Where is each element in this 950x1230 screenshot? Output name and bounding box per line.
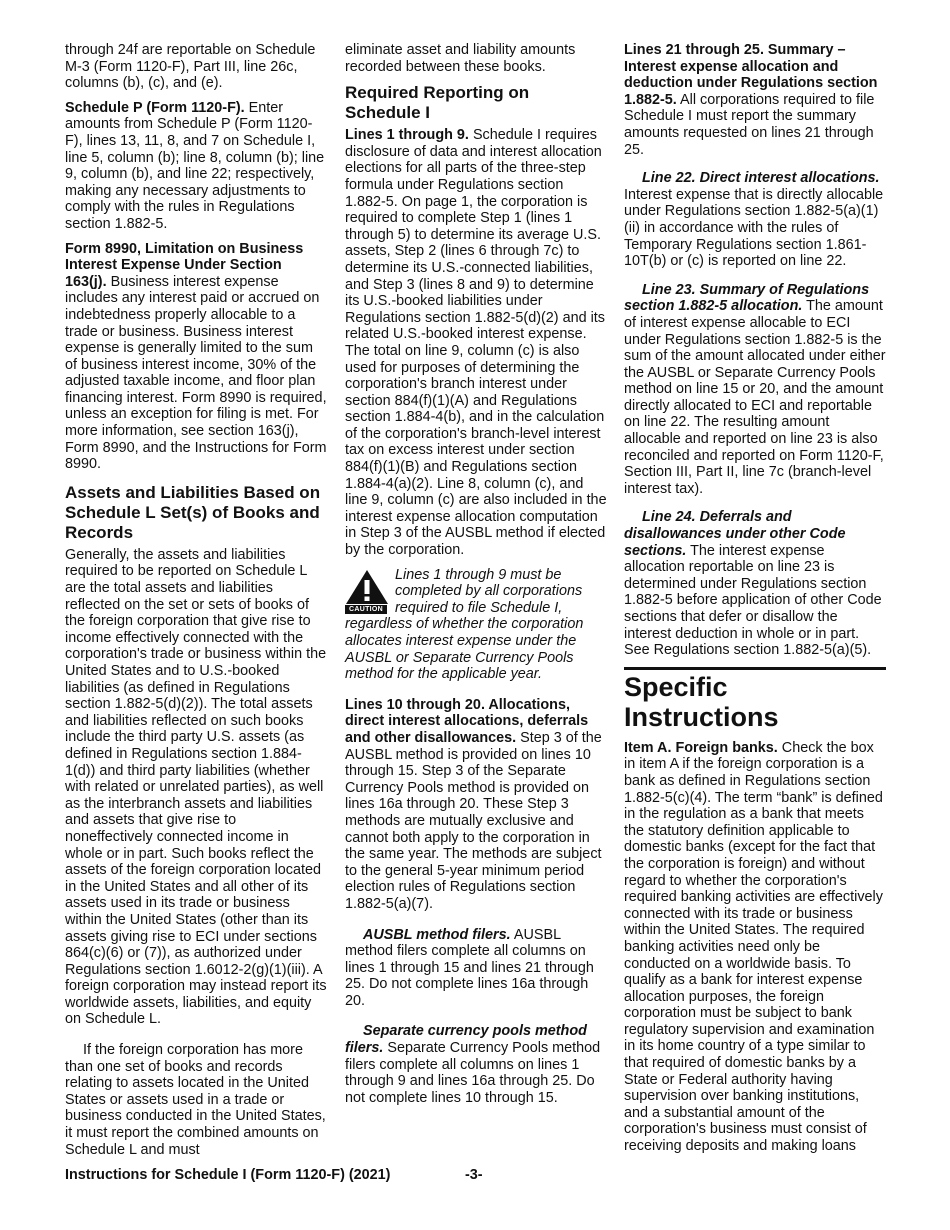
run-in-heading: Schedule P (Form 1120-F). [65,99,245,116]
paragraph [65,100,327,233]
column-left [65,42,327,1166]
run-in-heading: AUSBL method filers. [363,926,511,943]
paragraph [624,170,886,270]
caution-note [345,567,607,683]
run-in-heading: Line 24. Deferrals and disallowances under other Code sections. [624,509,846,559]
paragraph [65,241,327,473]
caution-text: Lines 1 through 9 must be completed by all corporations required to file Schedule I, regardless of whether the corporation allocates interest expense under the AUSBL or Separate Currency Pools method for the applicable year. [345,566,584,683]
section-heading: Required Reporting on Schedule I [345,83,530,123]
paragraph-text: AUSBL method filers complete all columns on lines 1 through 15 and lines 21 through 25. Do not complete lines 16a through 20. [345,926,594,1009]
major-heading: Specific Instructions [624,667,886,732]
paragraph-text: Interest expense that is directly allocable under Regulations section 1.882-5(a)(1)(ii) in accordance with the rules of Temporary Regulations section 1.861-10T(b) or (c) is reported on line 22. [624,186,884,270]
paragraph [624,509,886,658]
paragraph: through 24f are reportable on Schedule M-3 (Form 1120-F), Part III, line 26c, columns (b), (c), and (e). [65,42,316,92]
section-heading: Assets and Liabilities Based on Schedule L Set(s) of Books and Records [65,482,321,542]
footer-title: Instructions for Schedule I (Form 1120-F) (2021) [65,1167,391,1183]
warning-triangle-icon [345,569,389,605]
caution-icon [345,569,389,615]
paragraph-text: Enter amounts from Schedule P (Form 1120-F), lines 13, 11, 8, and 7 on Schedule I, line 5, column (b); line 8, column (b); line 9, column (b), and line 22; respectively, making any necessary adjustments to comply with the rules in Regulations section 1.882-5. [65,99,325,232]
paragraph [624,740,886,1155]
column-middle [345,42,607,1114]
paragraph [345,697,607,913]
paragraph: eliminate asset and liability amounts recorded between these books. [345,42,576,75]
caution-label: CAUTION [345,605,387,614]
run-in-heading: Line 23. Summary of Regulations section 1.882-5 allocation. [624,281,870,315]
run-in-heading: Form 8990, Limitation on Business Interest Expense Under Section 163(j). [65,240,304,290]
run-in-heading: Lines 1 through 9. [345,127,469,144]
paragraph-text: Step 3 of the AUSBL method is provided on lines 10 through 15. Step 3 of the Separate Currency Pools method is provided on lines 16a through 20. These Step 3 methods are mutually exclusive and cannot both apply to the corporation in the same year. The methods are subject to the general 5-year minimum period election rules of Regulations section 1.882-5(a)(7). [345,729,602,912]
run-in-heading: Lines 10 through 20. Allocations, direct interest allocations, deferrals and other disallowances. [345,696,589,746]
paragraph [345,927,607,1010]
paragraph-text: Business interest expense includes any interest paid or accrued on indebtedness properly allocable to a trade or business. Business interest expense is generally limited to the sum of business interest income, 30% of the adjusted taxable income, and floor plan financing interest. Form 8990 is required, unless an exception for filing is met. For more information, see section 163(j), Form 8990, and the Instructions for Form 8990. [65,273,327,473]
paragraph: Generally, the assets and liabilities required to be reported on Schedule L are the total assets and liabilities reflected on the set or sets of books of the foreign corporation that give rise to income effectively connected with the corporation's trade or business within the United States and to U.S.-booked liabilities (as defined in Regulations section 1.882-5(d)(2)). The total assets and liabilities reflected on such books include the third party U.S. assets (as defined in Regulations section 1.884-1(d)) and third party liabilities (whether with related or unrelated parties), as well as the interbranch assets and liabilities and assets that give rise to noneffectively connected income in whole or in part. Such books reflect the assets of the foreign corporation located in the United States and all other of its assets used in its trade or business within the United States (other than its assets giving rise to ECI under sections 864(c)(6) or (7)), as authorized under Regulations section 1.6012-2(g)(1)(iii). A foreign corporation may instead report its worldwide assets, liabilities, and equity on Schedule L. [65,546,327,1028]
paragraph-text: Separate Currency Pools method filers complete all columns on lines 1 through 9 and lines 16a through 25. Do not complete lines 10 through 15. [345,1040,601,1106]
run-in-heading: Item A. Foreign banks. [624,739,778,756]
column-right [624,42,886,1163]
paragraph [624,42,886,158]
run-in-heading: Lines 21 through 25. Summary – Interest expense allocation and deduction under Regulations section 1.882-5. [624,42,878,108]
paragraph [345,1023,607,1106]
run-in-heading: Separate currency pools method filers. [345,1023,587,1057]
paragraph-text: The interest expense allocation reportable on line 23 is determined under Regulations section 1.882-5 before application of other Code sections that defer or disallow the interest deduction in whole or in part. See Regulations section 1.882-5(a)(5). [624,542,882,659]
paragraph-text: Schedule I requires disclosure of data and interest allocation elections for all parts of the three-step formula under Regulations section 1.882-5. On page 1, the corporation is required to complete Step 1 (lines 1 through 5) to determine its average U.S. assets, Step 2 (lines 6 through 7c) to determine its U.S.-connected liabilities, and Step 3 (lines 8 and 9) to determine its U.S.-booked liabilities under Regulations section 1.882-5(d)(2) and its related U.S.-booked interest expense. The total on line 9, column (c) is also used for purposes of determining the corporation's branch interest under section 884(f)(1)(A) and Regulations section 1.884-4(b), and in the calculation of the corporation's branch-level interest tax on excess interest under section 884(f)(1)(B) and Regulations section 1.884-4(a)(2). Line 8, column (c), and line 9, column (c) are also included in the interest expense allocation computation in Step 3 of the AUSBL method if elected by the corporation. [345,127,607,559]
paragraph-text: All corporations required to file Schedule I must report the summary amounts requested on lines 21 through 25. [624,91,875,158]
paragraph [345,127,607,558]
paragraph-text: Check the box in item A if the foreign corporation is a bank as defined in Regulations section 1.882-5(c)(4). The term “bank” is defined in the regulation as a bank that meets the statutory definition applicable to domestic banks (except for the fact that the corporation is foreign) and without regard to whether the corporation's required banking activities are effectively connected with its trade or business within the United States. The required banking activities need only be conducted on a worldwide basis. To qualify as a bank for interest expense allocation purposes, the foreign corporation must be subject to bank regulatory supervision and examination in its home country of a type similar to that required of domestic banks by a State or Federal authority having supervision over banking institutions, and a substantial amount of the corporation's business must consist of receiving deposits and making loans [624,739,883,1155]
page-number: -3- [465,1167,483,1183]
paragraph-text: The amount of interest expense allocable to ECI under Regulations section 1.882-5 is the sum of the amount allocated under either the AUSBL or Separate Currency Pools method on line 15 or 20, and the amount directly allocated to ECI and reportable on line 22. The resulting amount allocable and reported on line 23 is also reconciled and reported on Form 1120-F, Section III, Part II, line 7c (branch-level interest tax). [624,298,886,497]
paragraph [624,282,886,498]
paragraph: If the foreign corporation has more than one set of books and records relating to assets located in the United States or assets used in a trade or business conducted in the United States, it must report the combined amounts on Schedule L and must [65,1042,326,1158]
run-in-heading: Line 22. Direct interest allocations. [642,170,880,187]
